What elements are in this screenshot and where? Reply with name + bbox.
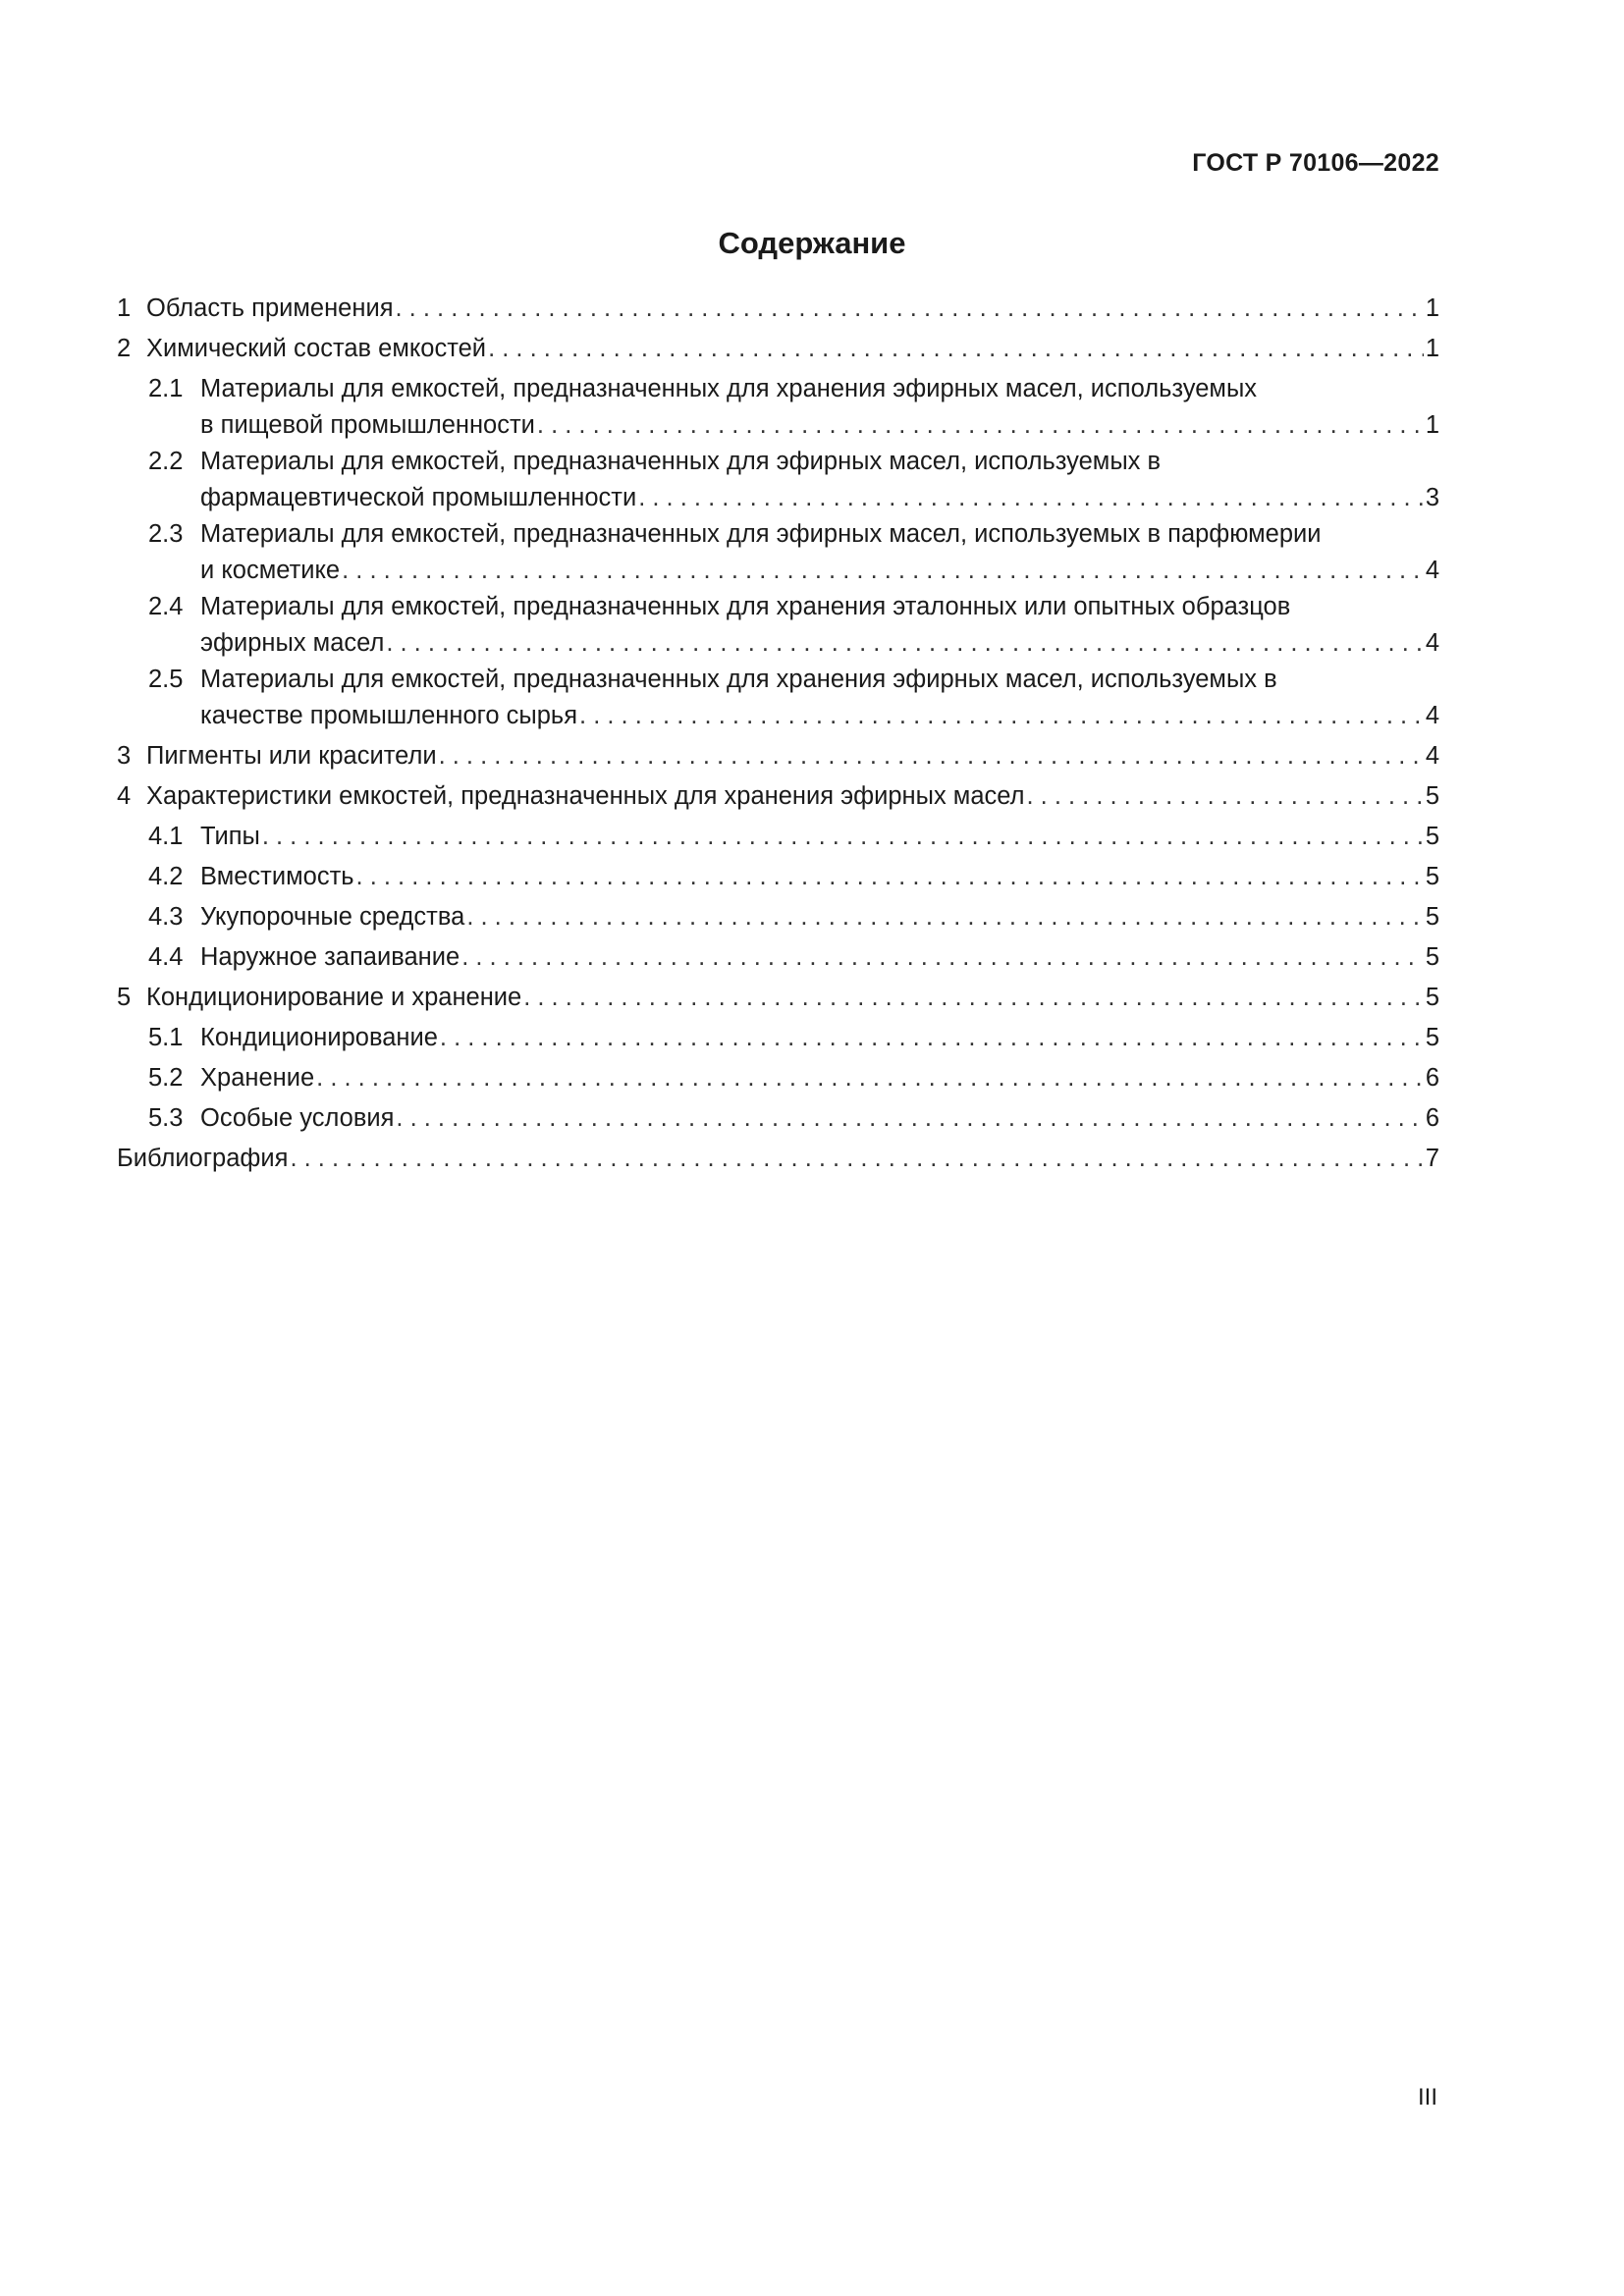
toc-entry-title: Кондиционирование — [200, 1024, 438, 1051]
toc-entry-number: 4.2 — [148, 863, 184, 890]
toc-entry-title-continued: фармацевтической промышленности — [200, 484, 637, 511]
toc-entry-4-3[interactable] — [117, 899, 1439, 935]
toc-entry-number: 2.4 — [148, 593, 184, 620]
toc-entry-title: Кондиционирование и хранение — [146, 984, 522, 1011]
toc-entry-title: Наружное запаивание — [200, 943, 460, 971]
toc-entry-page: 5 — [1425, 984, 1439, 1011]
toc-entry-page: 4 — [1425, 557, 1439, 584]
dot-leader — [461, 939, 1424, 976]
toc-entry-title: Типы — [200, 823, 260, 850]
dot-leader — [523, 980, 1424, 1016]
toc-entry-5-1[interactable] — [117, 1020, 1439, 1056]
toc-entry-2-5[interactable] — [117, 662, 1439, 734]
dot-leader — [488, 331, 1424, 367]
toc-entry-bibliography[interactable] — [117, 1141, 1439, 1177]
toc-entry-5[interactable] — [117, 980, 1439, 1016]
toc-entry-title: Химический состав емкостей — [146, 335, 487, 362]
toc-entry-4[interactable] — [117, 778, 1439, 815]
dot-leader — [356, 859, 1424, 895]
toc-entry-title-continued: эфирных масел — [200, 629, 385, 657]
toc-entry-3[interactable] — [117, 738, 1439, 774]
page-title: Содержание — [718, 226, 906, 260]
toc-entry-title: Вместимость — [200, 863, 354, 890]
toc-entry-page: 4 — [1425, 742, 1439, 770]
dot-leader — [396, 1100, 1423, 1137]
dot-leader — [537, 407, 1424, 444]
toc-entry-5-2[interactable] — [117, 1060, 1439, 1096]
toc-entry-title-continued: качестве промышленного сырья — [200, 702, 578, 729]
toc-entry-title: Материалы для емкостей, предназначенных для хранения эфирных масел, используемых в — [200, 666, 1277, 693]
toc-entry-page: 1 — [1425, 411, 1439, 439]
toc-entry-page: 4 — [1425, 702, 1439, 729]
toc-entry-page: 5 — [1425, 1024, 1439, 1051]
toc-entry-number: 4.4 — [148, 943, 184, 971]
toc-entry-number: 4.3 — [148, 903, 184, 931]
toc-entry-title: Укупорочные средства — [200, 903, 465, 931]
toc-entry-number: 5 — [117, 984, 132, 1011]
dot-leader — [386, 625, 1423, 662]
dot-leader — [316, 1060, 1424, 1096]
toc-entry-page: 1 — [1425, 294, 1439, 322]
dot-leader — [579, 698, 1424, 734]
toc-entry-page: 6 — [1425, 1064, 1439, 1092]
toc-entry-title: Материалы для емкостей, предназначенных для хранения эталонных или опытных образцов — [200, 593, 1291, 620]
toc-entry-4-1[interactable] — [117, 819, 1439, 855]
toc-entry-number: 1 — [117, 294, 132, 322]
toc-entry-5-3[interactable] — [117, 1100, 1439, 1137]
dot-leader — [342, 553, 1424, 589]
dot-leader — [439, 738, 1424, 774]
toc-entry-number: 2.1 — [148, 375, 184, 402]
toc-entry-title-continued: в пищевой промышленности — [200, 411, 535, 439]
toc-entry-page: 5 — [1425, 943, 1439, 971]
dot-leader — [638, 480, 1424, 516]
toc-entry-2-1[interactable] — [117, 371, 1439, 444]
toc-entry-4-2[interactable] — [117, 859, 1439, 895]
toc-entry-2-4[interactable] — [117, 589, 1439, 662]
dot-leader — [466, 899, 1424, 935]
toc-entry-page: 5 — [1425, 903, 1439, 931]
toc-entry-title: Материалы для емкостей, предназначенных для хранения эфирных масел, используемых — [200, 375, 1258, 402]
dot-leader — [290, 1141, 1423, 1177]
toc-entry-4-4[interactable] — [117, 939, 1439, 976]
dot-leader — [262, 819, 1424, 855]
toc-entry-title: Материалы для емкостей, предназначенных для эфирных масел, используемых в парфюмерии — [200, 520, 1322, 548]
document-code: ГОСТ Р 70106—2022 — [1192, 149, 1439, 177]
toc-entry-1[interactable] — [117, 291, 1439, 327]
toc-entry-page: 5 — [1425, 782, 1439, 810]
toc-entry-page: 3 — [1425, 484, 1439, 511]
toc-entry-number: 3 — [117, 742, 132, 770]
toc-entry-2-2[interactable] — [117, 444, 1439, 516]
toc-entry-number: 2.3 — [148, 520, 184, 548]
toc-entry-page: 7 — [1425, 1145, 1439, 1172]
dot-leader — [1026, 778, 1423, 815]
toc-entry-title: Библиография — [117, 1145, 289, 1172]
toc-entry-number: 5.2 — [148, 1064, 184, 1092]
dot-leader — [396, 291, 1424, 327]
toc-entry-2-3[interactable] — [117, 516, 1439, 589]
toc-entry-page: 5 — [1425, 863, 1439, 890]
toc-entry-number: 5.1 — [148, 1024, 184, 1051]
toc-entry-number: 5.3 — [148, 1104, 184, 1132]
toc-entry-title: Область применения — [146, 294, 394, 322]
toc-entry-number: 4.1 — [148, 823, 184, 850]
toc-entry-title: Характеристики емкостей, предназначенных для хранения эфирных масел — [146, 782, 1025, 810]
toc-entry-number: 2.2 — [148, 448, 184, 475]
toc-entry-page: 4 — [1425, 629, 1439, 657]
page-number: III — [1417, 2084, 1437, 2110]
table-of-contents — [117, 291, 1439, 1177]
toc-entry-title: Пигменты или красители — [146, 742, 437, 770]
toc-entry-number: 2.5 — [148, 666, 184, 693]
toc-entry-title: Материалы для емкостей, предназначенных для эфирных масел, используемых в — [200, 448, 1162, 475]
toc-entry-number: 2 — [117, 335, 132, 362]
toc-entry-title: Хранение — [200, 1064, 315, 1092]
toc-entry-page: 5 — [1425, 823, 1439, 850]
toc-entry-title: Особые условия — [200, 1104, 395, 1132]
toc-entry-page: 1 — [1425, 335, 1439, 362]
dot-leader — [440, 1020, 1424, 1056]
toc-entry-number: 4 — [117, 782, 132, 810]
toc-entry-2[interactable] — [117, 331, 1439, 367]
toc-entry-page: 6 — [1425, 1104, 1439, 1132]
toc-entry-title-continued: и косметике — [200, 557, 341, 584]
